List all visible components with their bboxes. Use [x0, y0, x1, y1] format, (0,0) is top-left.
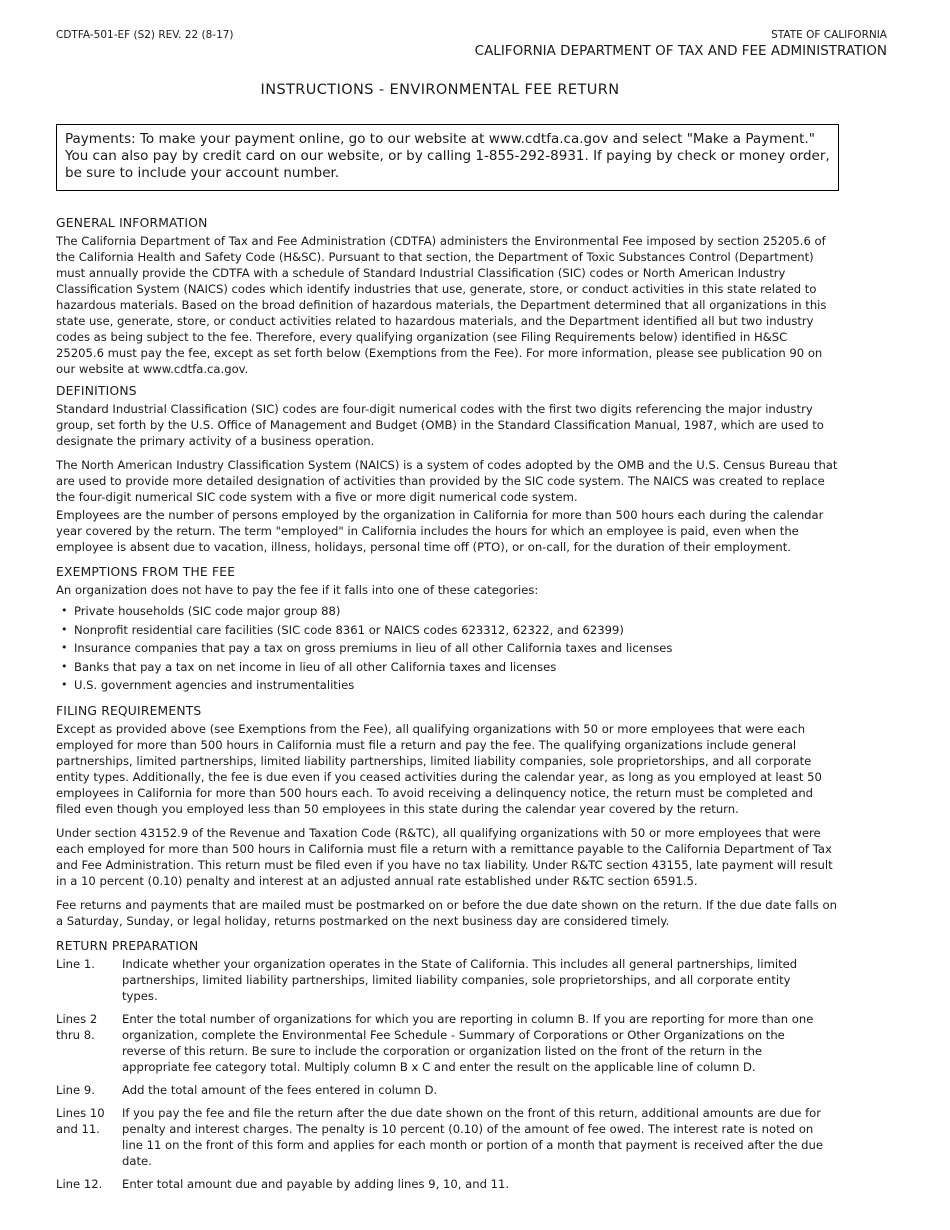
exemptions-list — [56, 602, 838, 695]
filing-requirements-heading: FILING REQUIREMENTS — [56, 703, 202, 718]
line-text: If you pay the fee and file the return after the due date shown on the front of this return, additional amounts are due for penalty and interest charges. The penalty is 10 percent (0.10) of the amount of fee owed. The interest rate is noted on line 11 on the front of this form and applies for each month or portion of a month that payment is received after the due date. — [122, 1105, 823, 1168]
return-preparation-section — [56, 938, 838, 1192]
line-instruction-row — [56, 1105, 838, 1169]
list-item — [56, 676, 838, 695]
line-text: Enter the total number of organizations for which you are reporting in column B. If you are reporting for more than one organization, complete the Environmental Fee Schedule - Summary of Corporations or Other Organizations on the reverse of this return. Be sure to include the corporation or organization listed on the front of the return in the appropriate fee category total. Multiply column B x C and enter the result on the applicable line of column D. — [122, 1011, 814, 1074]
payment-notice-box — [56, 124, 839, 191]
definition-sic: Standard Industrial Classification (SIC) codes are four-digit numerical codes with the first two digits referencing the major industry group, set forth by the U.S. Office of Management and Budget (OMB) in the Standard Classification Manual, 1987, which are used to designate the primary activity of a business operation. — [56, 402, 824, 448]
department-name: CALIFORNIA DEPARTMENT OF TAX AND FEE ADMINISTRATION — [474, 43, 887, 59]
filing-requirements-text-1: Except as provided above (see Exemptions from the Fee), all qualifying organizations with 50 or more employees that were each employed for more than 500 hours in California must file a return and pay the fee. The qualifying organizations include general partnerships, limited partnerships, limited liability partnerships, limited liability companies, sole proprietorships, and all corporate entity types. Additionally, the fee is due even if you ceased activities during the calendar year, as long as you employed at least 50 employees in California for more than 500 hours each. To avoid receiving a delinquency notice, the return must be completed and filed even though you employed less than 50 employees in this state during the calendar year covered by the return. — [56, 721, 822, 816]
page-title: INSTRUCTIONS - ENVIRONMENTAL FEE RETURN — [260, 82, 620, 98]
general-information-section — [56, 215, 838, 377]
line-text: Indicate whether your organization operates in the State of California. This includes all general partnerships, limited partnerships, limited liability partnerships, limited liability companies, sole proprietorships, and all corporate entity types. — [122, 956, 798, 1003]
line-label: Line 9. — [56, 1082, 95, 1097]
line-instruction-row — [56, 1011, 838, 1075]
bullet-icon: • — [61, 659, 68, 673]
general-information-text: The California Department of Tax and Fee Administration (CDTFA) administers the Environmental Fee imposed by section 25205.6 of the California Health and Safety Code (H&SC). Pursuant to that section, the Department of Toxic Substances Control (Department) must annually provide the CDTFA with a schedule of Standard Industrial Classification (SIC) codes or North American Industry Classification System (NAICS) codes which identify industries that use, generate, store, or conduct activities in this state related to hazardous materials. Based on the broad definition of hazardous materials, the Department determined that all organizations in this state use, generate, store, or conduct activities related to hazardous materials, and the Department identified all but two industry codes as being subject to the fee. Therefore, every qualifying organization (see Filing Requirements below) identified in H&SC 25205.6 must pay the fee, except as set forth below (Exemptions from the Fee). For more information, please see publication 90 on our website at www.cdtfa.ca.gov. — [56, 234, 827, 376]
bullet-icon: • — [61, 622, 68, 636]
bullet-icon: • — [61, 641, 68, 654]
list-item — [56, 658, 838, 677]
bullet-icon: • — [61, 604, 68, 617]
instructions-body — [56, 215, 838, 1199]
general-information-heading: GENERAL INFORMATION — [56, 216, 208, 230]
line-label: Line 1. — [56, 956, 95, 971]
list-item — [56, 639, 838, 658]
exemption-text: Nonprofit residential care facilities (SIC code 8361 or NAICS codes 623312, 62322, and 62399) — [74, 622, 624, 637]
filing-requirements-text-2: Under section 43152.9 of the Revenue and Taxation Code (R&TC), all qualifying organizations with 50 or more employees that were each employed for more than 500 hours in California must file a return with a remittance payable to the California Department of Tax and Fee Administration. This return must be filed even if you have no tax liability. Under R&TC section 43155, late payment will result in a 10 percent (0.10) penalty and interest at an adjusted annual rate established under R&TC section 6591.5. — [56, 825, 833, 888]
list-item — [56, 621, 838, 640]
line-label: Line 12. — [56, 1176, 103, 1191]
exemption-text: Private households (SIC code major group 88) — [74, 604, 341, 618]
exemptions-section — [56, 564, 838, 695]
agency-block — [475, 29, 887, 60]
line-instruction-row — [56, 1082, 838, 1098]
line-instruction-row — [56, 1176, 838, 1192]
line-text: Enter total amount due and payable by adding lines 9, 10, and 11. — [122, 1176, 510, 1191]
exemption-text: U.S. government agencies and instrumentalities — [74, 678, 355, 692]
definition-employees: Employees are the number of persons employed by the organization in California for more than 500 hours each during the calendar year covered by the return. The term "employed" in California includes the hours for which an employee is paid, even when the employee is absent due to vacation, illness, holidays, personal time off (PTO), or on-call, for the duration of their employment. — [56, 508, 824, 554]
exemptions-heading: EXEMPTIONS FROM THE FEE — [56, 565, 236, 579]
payment-notice-line-2: You can also pay by credit card on our website, or by calling 1-855-292-8931. If paying by check or money order, be sure to include your account number. — [65, 148, 830, 181]
exemptions-intro: An organization does not have to pay the fee if it falls into one of these categories: — [56, 583, 539, 597]
definitions-section — [56, 383, 838, 555]
list-item — [56, 602, 838, 621]
exemption-text: Banks that pay a tax on net income in lieu of all other California taxes and licenses — [74, 659, 557, 674]
definitions-heading: DEFINITIONS — [56, 384, 137, 398]
filing-requirements-section — [56, 703, 838, 929]
return-preparation-heading: RETURN PREPARATION — [56, 938, 199, 953]
bullet-icon: • — [61, 678, 68, 691]
definition-naics: The North American Industry Classification System (NAICS) is a system of codes adopted by the OMB and the U.S. Census Bureau that are used to provide more detailed designation of activities than provided by the SIC code system. The NAICS was created to replace the four-digit numerical SIC code system with a five or more digit numerical code system. — [56, 458, 838, 504]
line-text: Add the total amount of the fees entered in column D. — [122, 1082, 438, 1097]
line-instruction-row — [56, 956, 838, 1004]
exemption-text: Insurance companies that pay a tax on gross premiums in lieu of all other California taxes and licenses — [74, 641, 673, 655]
payment-notice-line-1: Payments: To make your payment online, go to our website at www.cdtfa.ca.gov and select "Make a Payment." — [65, 131, 815, 147]
form-id: CDTFA-501-EF (S2) REV. 22 (8-17) — [56, 29, 234, 41]
line-label: Lines 2 thru 8. — [56, 1011, 98, 1042]
filing-requirements-text-3: Fee returns and payments that are mailed must be postmarked on or before the due date shown on the return. If the due date falls on a Saturday, Sunday, or legal holiday, returns postmarked on the next business day are considered timely. — [56, 897, 837, 928]
state-name: STATE OF CALIFORNIA — [771, 29, 887, 41]
line-label: Lines 10 and 11. — [56, 1105, 105, 1136]
